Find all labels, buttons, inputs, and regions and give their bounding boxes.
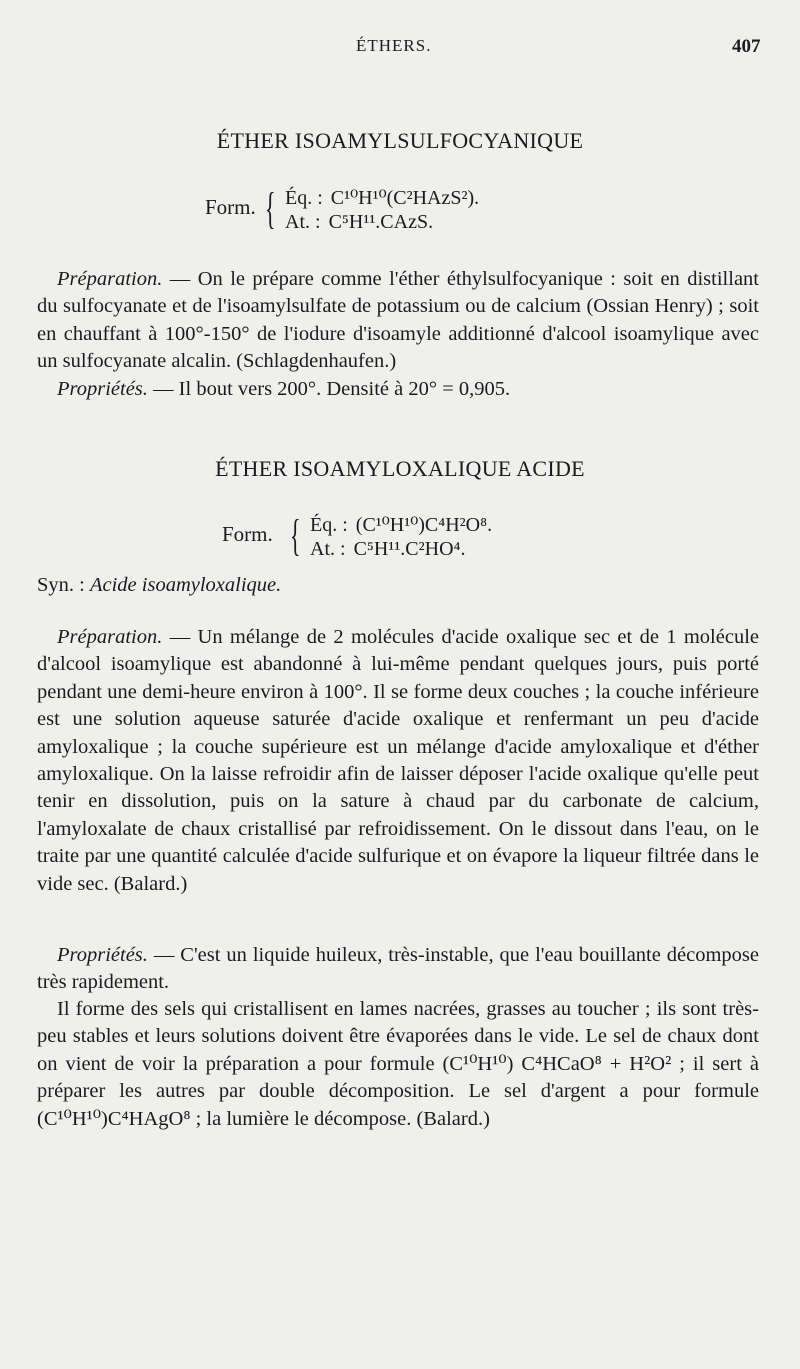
section-title-isoamyloxalique: ÉTHER ISOAMYLOXALIQUE ACIDE (215, 456, 585, 481)
preparation-text: — Un mélange de 2 molécules d'acide oxalique sec et de 1 molécule d'alcool isoamylique est abandonné à lui-même pendant quelques jours, puis porté pendant une demi-heure environ à 100°. Il se forme deux couches ; la couche inférieure est une solution aqueuse saturée d'acide oxalique et renfermant un peu d'acide amyloxalique ; la couche supérieure est un mélange d'acide amyloxalique et d'éther amyloxalique. On la laisse refroidir afin de laisser déposer l'acide oxalique qu'elle peut tenir en dissolution, puis on la sature à chaud par du carbonate de calcium, l'amyloxalate de chaux cristallisé par refroidissement. On le dissout dans l'eau, on le traite par une quantité calculée d'acide sulfurique et on évapore la liqueur filtrée dans le vide sec. (Balard.) (37, 626, 759, 895)
at-formula: C⁵H¹¹.C²HO⁴. (353, 538, 466, 560)
proprietes-lead: Propriétés. (57, 944, 148, 966)
preparation-lead: Préparation. (57, 268, 163, 290)
eq-formula: C¹⁰H¹⁰(C²HAzS²). (330, 187, 480, 209)
proprietes-lead: Propriétés. (57, 378, 148, 400)
eq-label: Éq. (310, 514, 338, 536)
at-formula-line: At. : C⁵H¹¹.C²HO⁴. (310, 538, 466, 560)
section-title-isoamylsulfocyanique: ÉTHER ISOAMYLSULFOCYANIQUE (216, 128, 584, 153)
running-title: ÉTHERS. (356, 36, 432, 55)
formula-block (222, 512, 622, 568)
at-formula-line: At. : C⁵H¹¹.CAzS. (285, 211, 434, 233)
brace-icon: { (290, 511, 301, 560)
page-header (0, 36, 800, 68)
preparation-text: — On le prépare comme l'éther éthylsulfocyanique : soit en distillant du sulfocyanate et de l'isoamylsulfate de potassium ou de calcium (Ossian Henry) ; soit en chauffant à 100°-150° de l'iodure d'isoamyle additionné d'alcool isoamylique avec un sulfocyanate alcalin. (Schlagdenhaufen.) (37, 268, 759, 373)
at-label: At. (310, 538, 335, 560)
eq-formula-line: Éq. : (C¹⁰H¹⁰)C⁴H²O⁸. (310, 514, 493, 536)
preparation-lead: Préparation. (57, 626, 163, 648)
syn-label: Syn. : (37, 574, 85, 596)
eq-label: Éq. (285, 187, 313, 209)
at-label: At. (285, 211, 310, 233)
proprietes-paragraph (37, 942, 759, 997)
formula-block (205, 185, 605, 241)
preparation-paragraph (37, 624, 759, 898)
brace-icon: { (265, 184, 276, 233)
form-label: Form. (222, 522, 273, 546)
proprietes-paragraph (37, 376, 759, 403)
preparation-paragraph (37, 266, 759, 376)
syn-text: Acide isoamyloxalique. (89, 574, 282, 596)
synonym-line (37, 574, 281, 597)
form-label: Form. (205, 195, 256, 219)
eq-formula-line: Éq. : C¹⁰H¹⁰(C²HAzS²). (285, 187, 480, 209)
proprietes-text: — Il bout vers 200°. Densité à 20° = 0,905. (147, 378, 511, 400)
proprietes-text: — C'est un liquide huileux, très-instable, que l'eau bouillante décompose très rapidement. (37, 944, 759, 994)
at-formula: C⁵H¹¹.CAzS. (328, 211, 434, 233)
salts-paragraph: Il forme des sels qui cristallisent en lames nacrées, grasses au toucher ; ils sont très-peu stables et leurs solutions doivent être évaporées dans le vide. Le sel de chaux dont on vient de voir la préparation a pour formule (C¹⁰H¹⁰) C⁴HCaO⁸ + H²O² ; il sert à préparer les autres par double décomposition. Le sel d'argent a pour formule (C¹⁰H¹⁰)C⁴HAgO⁸ ; la lumière le décompose. (Balard.) (37, 998, 759, 1130)
eq-formula: (C¹⁰H¹⁰)C⁴H²O⁸. (355, 514, 493, 536)
page-number: 407 (732, 36, 761, 57)
